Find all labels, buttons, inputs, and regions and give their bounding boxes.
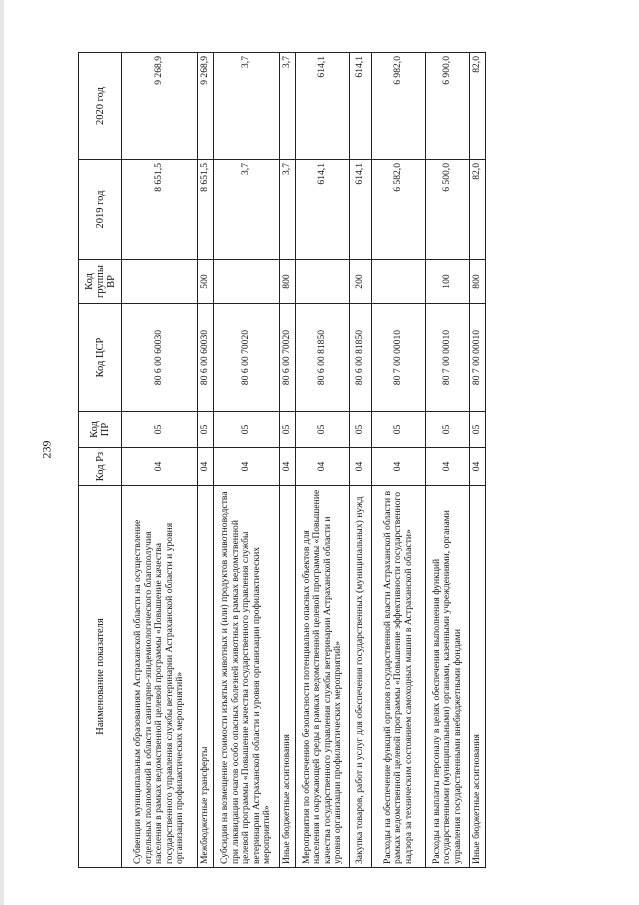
row-rz: 04 xyxy=(280,448,296,486)
row-name: Расходы на выплаты персоналу в целях обеспечения выполнения функций государственными (муниципальными) органами, казенными учреждениями, органами управления государственными внебюджетными фондами xyxy=(426,486,470,868)
table-body xyxy=(122,53,486,868)
row-2020: 9 268,9 xyxy=(122,53,198,160)
header-rz: Код Рз xyxy=(79,448,122,486)
table-row xyxy=(296,53,350,868)
row-2019: 6 582,0 xyxy=(372,160,426,260)
row-csr: 80 7 00 00010 xyxy=(372,304,426,412)
row-pr: 05 xyxy=(470,412,486,448)
row-pr: 05 xyxy=(372,412,426,448)
table-row xyxy=(198,53,214,868)
row-2020: 3,7 xyxy=(214,53,280,160)
row-rz: 04 xyxy=(296,448,350,486)
row-rz: 04 xyxy=(372,448,426,486)
row-rz: 04 xyxy=(122,448,198,486)
table-row xyxy=(372,53,426,868)
header-vr: Код группы ВР xyxy=(79,260,122,304)
row-pr: 05 xyxy=(280,412,296,448)
row-vr: 800 xyxy=(280,260,296,304)
row-csr: 80 6 00 81850 xyxy=(296,304,350,412)
row-vr: 200 xyxy=(350,260,372,304)
row-csr: 80 6 00 60030 xyxy=(122,304,198,412)
row-2020: 614,1 xyxy=(296,53,350,160)
row-name: Субвенции муниципальным образованиям Астраханской области на осуществление отдельных полномочий в области санитарно-эпидемиологического благополучия населения в рамках ведомственной целевой программы «Повышение качества государственного управления службы ветеринарии Астраханской области и уровня организации профилактических мероприятий» xyxy=(122,486,198,868)
table-row xyxy=(122,53,198,868)
header-2019: 2019 год xyxy=(79,160,122,260)
row-csr: 80 6 00 70020 xyxy=(214,304,280,412)
row-2019: 3,7 xyxy=(214,160,280,260)
row-pr: 05 xyxy=(198,412,214,448)
table-row xyxy=(214,53,280,868)
row-2019: 8 651,5 xyxy=(198,160,214,260)
row-2019: 614,1 xyxy=(350,160,372,260)
page-number: 239 xyxy=(39,440,54,459)
row-csr: 80 6 00 60030 xyxy=(198,304,214,412)
row-vr: 800 xyxy=(470,260,486,304)
row-vr xyxy=(214,260,280,304)
row-name: Субсидия на возмещение стоимости изъятых животных и (или) продуктов животноводства при ликвидации очагов особо опасных болезней животных в рамках ведомственной целевой программы «Повышение качества государственного управления службы ветеринарии Астраханской области и уровня организации профилактических мероприятий» xyxy=(214,486,280,868)
row-csr: 80 6 00 70020 xyxy=(280,304,296,412)
rotated-table-container xyxy=(78,53,486,868)
row-2020: 3,7 xyxy=(280,53,296,160)
row-2020: 9 268,9 xyxy=(198,53,214,160)
row-pr: 05 xyxy=(122,412,198,448)
row-2020: 82,0 xyxy=(470,53,486,160)
row-name: Расходы на обеспечение функций органов государственной власти Астраханской области в рамках ведомственной целевой программы «Повышение эффективности государственного надзора за техническим состоянием самоходных машин в Астраханской области» xyxy=(372,486,426,868)
table-row xyxy=(426,53,470,868)
scan-edge xyxy=(0,0,4,905)
row-csr: 80 7 00 00010 xyxy=(426,304,470,412)
row-name: Мероприятия по обеспечению безопасности потенциально опасных объектов для населения и окружающей среды в рамках ведомственной целевой программы «Повышение качества государственного управления службы ветеринарии Астраханской области и уровня организации профилактических мероприятий» xyxy=(296,486,350,868)
table-row xyxy=(280,53,296,868)
row-name: Закупка товаров, работ и услуг для обеспечения государственных (муниципальных) нужд xyxy=(350,486,372,868)
row-rz: 04 xyxy=(214,448,280,486)
row-rz: 04 xyxy=(198,448,214,486)
row-2019: 8 651,5 xyxy=(122,160,198,260)
row-2019: 82,0 xyxy=(470,160,486,260)
row-2020: 6 982,0 xyxy=(372,53,426,160)
row-name: Межбюджетные трансферты xyxy=(198,486,214,868)
row-rz: 04 xyxy=(470,448,486,486)
row-name: Иные бюджетные ассигнования xyxy=(280,486,296,868)
row-vr xyxy=(372,260,426,304)
row-vr xyxy=(122,260,198,304)
budget-table xyxy=(78,52,486,868)
row-vr: 100 xyxy=(426,260,470,304)
row-vr xyxy=(296,260,350,304)
table-row xyxy=(470,53,486,868)
header-csr: Код ЦСР xyxy=(79,304,122,412)
row-2019: 614,1 xyxy=(296,160,350,260)
row-csr: 80 7 00 00010 xyxy=(470,304,486,412)
row-pr: 05 xyxy=(350,412,372,448)
header-name: Наименование показателя xyxy=(79,486,122,868)
row-pr: 05 xyxy=(296,412,350,448)
row-vr: 500 xyxy=(198,260,214,304)
row-pr: 05 xyxy=(214,412,280,448)
header-pr: Код ПР xyxy=(79,412,122,448)
row-csr: 80 6 00 81850 xyxy=(350,304,372,412)
header-2020: 2020 год xyxy=(79,53,122,160)
row-2019: 3,7 xyxy=(280,160,296,260)
table-header-row xyxy=(79,53,122,868)
row-rz: 04 xyxy=(426,448,470,486)
row-2020: 6 900,0 xyxy=(426,53,470,160)
row-pr: 05 xyxy=(426,412,470,448)
row-2019: 6 500,0 xyxy=(426,160,470,260)
row-rz: 04 xyxy=(350,448,372,486)
table-row xyxy=(350,53,372,868)
row-2020: 614,1 xyxy=(350,53,372,160)
row-name: Иные бюджетные ассигнования xyxy=(470,486,486,868)
